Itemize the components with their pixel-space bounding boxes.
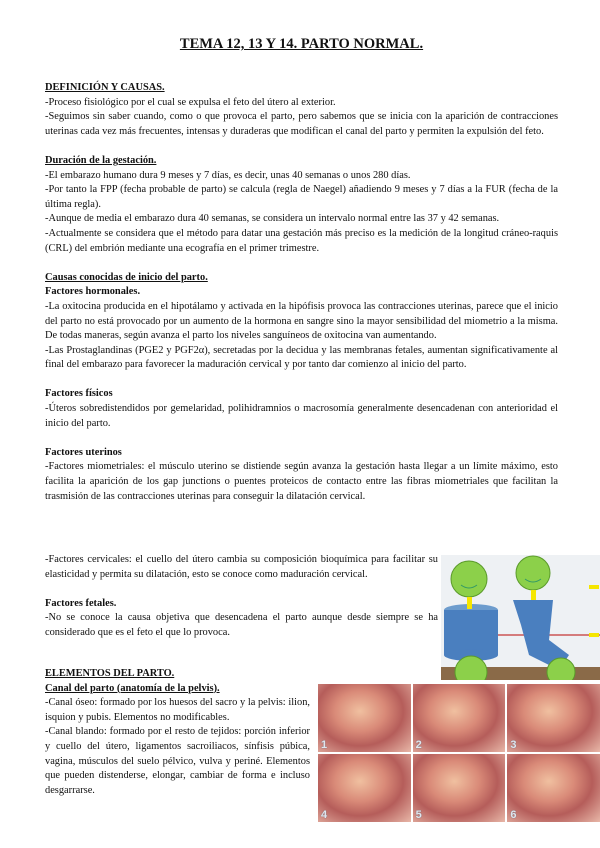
- heading-canal: Canal del parto (anatomía de la pelvis).: [45, 682, 220, 694]
- section-definicion: [45, 81, 558, 504]
- birth-stage-photo: [507, 684, 600, 752]
- paragraph: -Proceso fisiológico por el cual se expulsa el feto del útero al exterior.: [45, 96, 336, 108]
- section-cervicales-fetales: [45, 553, 438, 641]
- paragraph: -Factores miometriales: el músculo uterino se distiende según avanza la gestación hasta llegar a un límite máximo, esto facilita la aparición de los gap junctions o puentes proteicos de contacto entre las fibras miometriales que facilitan la trasmisión de las contracciones uterinas para conseguir la dilatación cervical.: [45, 461, 558, 502]
- paragraph: -Úteros sobredistendidos por gemelaridad, polihidramnios o macrosomía generalmente desencadenan con anterioridad el inicio del parto.: [45, 403, 558, 429]
- paragraph: -Aunque de media el embarazo dura 40 semanas, se considera un intervalo normal entre las 37 y 42 semanas.: [45, 213, 500, 225]
- heading-duracion: Duración de la gestación.: [45, 154, 157, 166]
- cervix-diagram-image: [441, 555, 600, 680]
- birth-stage-photo: [507, 754, 600, 822]
- heading-hormonales: Factores hormonales.: [45, 286, 141, 298]
- photo-label: 5: [415, 809, 422, 821]
- paragraph: -No se conoce la causa objetiva que desencadena el parto aunque desde siempre se ha considerado que es el feto el que lo provoca.: [45, 612, 438, 638]
- birth-stage-photo: [318, 684, 411, 752]
- birth-stage-photo: [413, 754, 506, 822]
- paragraph: -Actualmente se considera que el método para datar una gestación más preciso es la medición de la longitud cráneo-raquis (CRL) del embrión mediante una ecografía en el primer trimestre.: [45, 227, 558, 254]
- paragraph: -Las Prostaglandinas (PGE2 y PGF2α), secretadas por la decidua y las membranas fetales, aumentan significativamente al final del embarazo para favorecer la maduración cervical y por tanto dar comienzo al inicio del parto.: [45, 344, 558, 371]
- heading-elementos: ELEMENTOS DEL PARTO.: [45, 668, 175, 679]
- heading-fetales: Factores fetales.: [45, 597, 117, 609]
- birth-stage-photo: [318, 754, 411, 822]
- paragraph: -Canal óseo: formado por los huesos del sacro y la pelvis: ilion, isquion y pubis. Elementos no modificables.: [45, 697, 310, 723]
- photo-label: 6: [510, 809, 517, 821]
- section-elementos: [45, 667, 310, 798]
- paragraph: -Seguimos sin saber cuando, como o que provoca el parto, pero sabemos que se inicia con la aparición de contracciones uterinas cada vez más frecuentes, intensas y duraderas que modifican el canal del parto y permiten la expulsión del feto.: [45, 111, 558, 137]
- photo-label: 4: [321, 809, 328, 821]
- paragraph: -La oxitocina producida en el hipotálamo y activada en la hipófisis provoca las contracciones uterinas, parece que el inicio del parto no está provocado por un aumento de la hormona en sangre sino la mayor sensibilidad del miometrio a la misma. De todas maneras, según avanza el parto los niveles sanguíneos de oxitocina van aumentando.: [45, 300, 558, 342]
- paragraph: -Factores cervicales: el cuello del útero cambia su composición bioquímica para facilitar su elasticidad y permita su dilatación, esto se conoce como maduración cervical.: [45, 554, 438, 580]
- photo-label: 3: [510, 739, 517, 751]
- paragraph: -Canal blando: formado por el resto de tejidos: porción inferior y cuello del útero, ligamentos sacroiliacos, sínfisis púbica, vagina, músculos del suelo pélvico, vulva y periné. Elementos que pueden distenderse, elongar, cambiar de forma e incluso desgarrarse.: [45, 726, 310, 796]
- heading-uterinos: Factores uterinos: [45, 446, 122, 458]
- paragraph: -Por tanto la FPP (fecha probable de parto) se calcula (regla de Naegel) añadiendo 9 meses y 7 días a la FUR (fecha de la última regla).: [45, 184, 558, 210]
- heading-fisicos: Factores físicos: [45, 388, 113, 400]
- heading-definicion: DEFINICIÓN Y CAUSAS.: [45, 82, 165, 93]
- page-title: TEMA 12, 13 Y 14. PARTO NORMAL.: [179, 36, 424, 52]
- photo-label: 2: [415, 739, 422, 751]
- heading-causas: Causas conocidas de inicio del parto.: [45, 271, 208, 283]
- paragraph: -El embarazo humano dura 9 meses y 7 días, es decir, unas 40 semanas o unos 280 días.: [45, 169, 411, 181]
- birth-stage-photo: [413, 684, 506, 752]
- photo-label: 1: [321, 739, 328, 751]
- birth-stages-photo-grid: [318, 684, 600, 822]
